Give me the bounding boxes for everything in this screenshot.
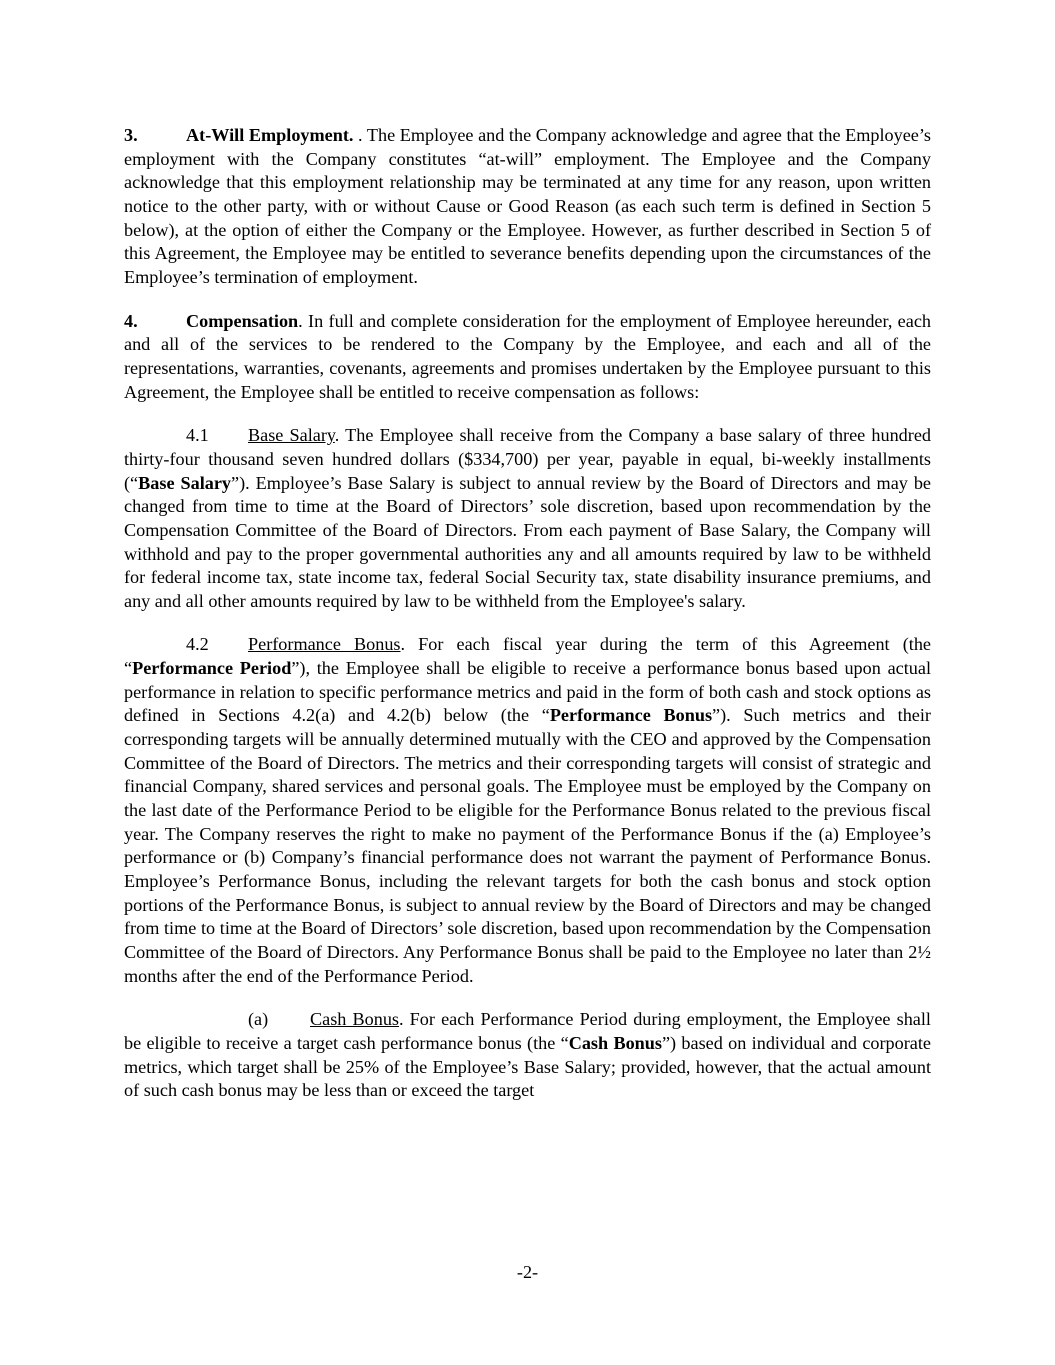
section-4-2-number: 4.2 — [186, 634, 209, 655]
section-3-text: . The Employee and the Company acknowledge and agree that the Employee’s employment with the Company constitutes “at-will” employment. The Employee and the Company acknowledge that this employment relationship may be terminated at any time for any reason, upon written notice to the other party, with or without Cause or Good Reason (as each such term is defined in Section 5 below), at the option of either the Company or the Employee. However, as further described in Section 5 of this Agreement, the Employee may be entitled to severance benefits depending upon the circumstances of the Employee’s termination of employment. — [124, 125, 932, 287]
section-4-2-a-heading: Cash Bonus — [310, 1009, 399, 1030]
section-4-2-text-a: . For each fiscal year during the term of this Agreement (the “ — [124, 634, 931, 679]
section-3-heading: At-Will Employment. — [186, 125, 354, 145]
section-4-2-a-paragraph — [124, 1008, 931, 1103]
section-4-2-bold-term-2: Performance Bonus — [549, 705, 713, 726]
section-4-1-bold-term: Base Salary — [138, 472, 232, 493]
section-4-number: 4. — [124, 310, 138, 331]
section-4-2-a-number: (a) — [248, 1009, 269, 1030]
section-4-2-paragraph — [124, 633, 931, 988]
section-4-1-paragraph — [124, 424, 931, 613]
section-4-1-text-b: ”). Employee’s Base Salary is subject to annual review by the Board of Directors and may be changed from time to time at the Board of Directors’ sole discretion, based upon recommendation by the Compensation Committee of the Board of Directors. From each payment of Base Salary, the Company will withhold and pay to the proper governmental authorities any and all amounts required by law to be withheld for federal income tax, state income tax, federal Social Security tax, state disability insurance premiums, and any and all other amounts required by law to be withheld from the Employee's salary. — [124, 472, 932, 611]
section-4-paragraph — [124, 310, 931, 405]
section-4-2-text-b: ”), the Employee shall be eligible to receive a performance bonus based upon actual performance in relation to specific performance metrics and paid in the form of both cash and stock options as defined in Sections 4.2(a) and 4.2(b) below (the “ — [124, 658, 931, 726]
section-4-1-heading: Base Salary — [248, 425, 335, 446]
section-4-1-number: 4.1 — [186, 425, 209, 446]
section-4-1-text-a: . The Employee shall receive from the Company a base salary of three hundred thirty-four thousand seven hundred dollars ($334,700) per year, payable in equal, bi-weekly installments (“ — [124, 425, 931, 493]
section-3-paragraph — [124, 124, 931, 290]
section-4-2-bold-term-1: Performance Period — [132, 658, 292, 679]
section-4-2-a-bold-term: Cash Bonus — [568, 1032, 662, 1053]
section-4-2-text-c: ”). Such metrics and their corresponding targets will be annually determined mutually with the CEO and approved by the Compensation Committee of the Board of Directors. The metrics and their corresponding targets will consist of strategic and financial Company, shared services and personal goals. The Employee must be employed by the Company on the last date of the Performance Period to be eligible for the Performance Bonus related to the previous fiscal year. The Company reserves the right to make no payment of the Performance Bonus if the (a) Employee’s performance or (b) Company’s financial performance does not warrant the payment of Performance Bonus. Employee’s Performance Bonus, including the relevant targets for both the cash bonus and stock option portions of the Performance Bonus, is subject to annual review by the Board of Directors and may be changed from time to time at the Board of Directors’ sole discretion, based upon recommendation by the Compensation Committee of the Board of Directors. Any Performance Bonus shall be paid to the Employee no later than 2½ months after the end of the Performance Period. — [124, 705, 931, 986]
section-4-heading: Compensation — [186, 310, 299, 331]
section-4-text: . In full and complete consideration for the employment of Employee hereunder, each and all of the services to be rendered to the Company by the Employee, and each and all of the representations, warranties, covenants, agreements and promises undertaken by the Employee pursuant to this Agreement, the Employee shall be entitled to receive compensation as follows: — [124, 310, 931, 402]
section-3-number: 3. — [124, 125, 138, 145]
page-number: -2- — [516, 1262, 539, 1282]
section-4-2-a-text-a: . For each Performance Period during employment, the Employee shall be eligible to receive a target cash performance bonus (the “ — [124, 1009, 931, 1053]
section-4-2-heading: Performance Bonus — [248, 634, 401, 655]
section-4-2-a-text-b: ”) based on individual and corporate metrics, which target shall be 25% of the Employee’s Base Salary; provided, however, that the actual amount of such cash bonus may be less than or exceed the target — [124, 1032, 931, 1101]
document-body — [124, 124, 931, 1123]
